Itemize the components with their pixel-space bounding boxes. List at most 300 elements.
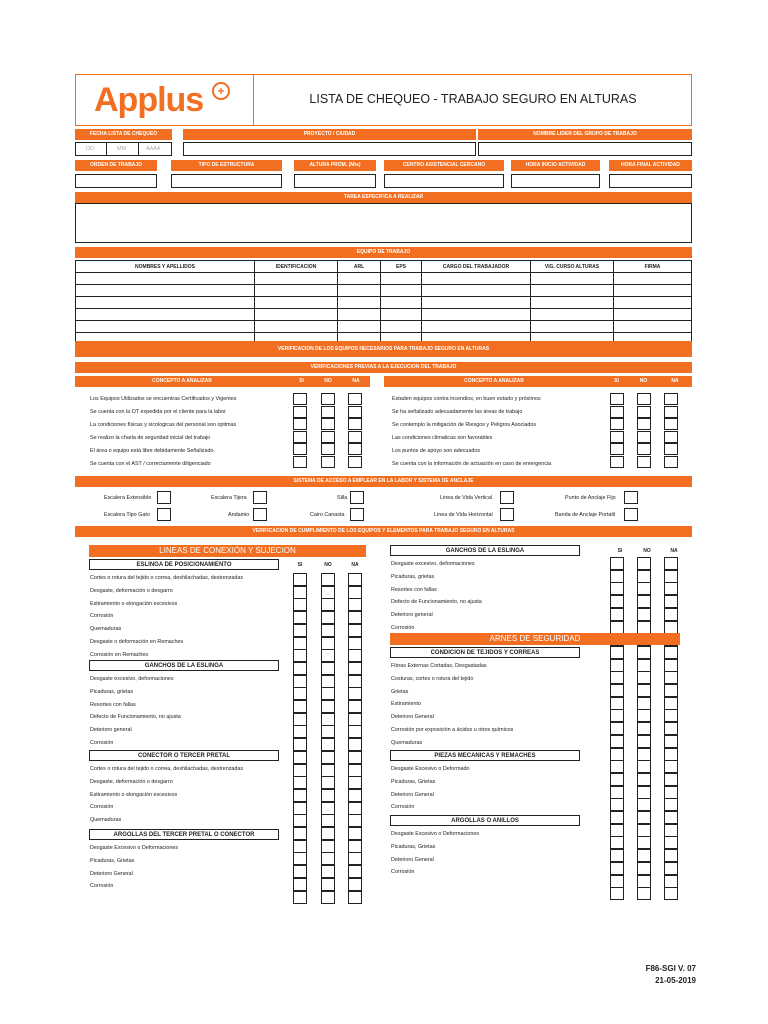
checkbox-si[interactable] — [293, 637, 307, 650]
previas-item-left: Los Equipos Utilizados se encuentras Certificados y Vigentes — [90, 396, 237, 402]
checkbox-si[interactable] — [293, 840, 307, 853]
checkbox-si[interactable] — [610, 786, 624, 799]
checkbox-si[interactable] — [293, 814, 307, 827]
checkbox-no[interactable] — [321, 878, 335, 891]
checkbox-no[interactable] — [321, 751, 335, 764]
acceso-item-label: Andamio — [228, 512, 250, 518]
crew-cell[interactable] — [422, 273, 531, 285]
check-item: Deterioro general — [90, 727, 132, 734]
checkbox-na[interactable] — [664, 621, 678, 634]
previas-item-right: Se ha señalizado adecuadamente las áreas de trabajo — [392, 409, 523, 415]
checkbox-no[interactable] — [637, 671, 651, 684]
group-title: ARGOLLAS DEL TERCER PRETAL O CONECTOR — [89, 829, 279, 840]
checkbox-si[interactable] — [293, 611, 307, 624]
checkbox-si[interactable] — [610, 659, 624, 672]
checkbox-no[interactable] — [637, 621, 651, 634]
checkbox-no[interactable] — [321, 713, 335, 726]
checkbox-si[interactable] — [293, 406, 307, 418]
checkbox-no[interactable] — [321, 789, 335, 802]
checkbox-si[interactable] — [293, 573, 307, 586]
field-hora-final[interactable] — [609, 174, 692, 188]
checkbox-no[interactable] — [321, 637, 335, 650]
crew-cell[interactable] — [531, 285, 614, 297]
checkbox-si[interactable] — [293, 878, 307, 891]
checkbox-na[interactable] — [348, 814, 362, 827]
checkbox-si[interactable] — [610, 684, 624, 697]
acceso-checkbox[interactable] — [350, 508, 364, 521]
checkbox-si[interactable] — [293, 586, 307, 599]
field-hora-inicio[interactable] — [511, 174, 600, 188]
checkbox-si[interactable] — [293, 713, 307, 726]
checkbox-na[interactable] — [348, 662, 362, 675]
checkbox-na[interactable] — [348, 649, 362, 662]
check-item: Picaduras, grietas — [90, 688, 134, 695]
checkbox-si[interactable] — [610, 811, 624, 824]
checkbox-na[interactable] — [664, 760, 678, 773]
checkbox-si[interactable] — [610, 406, 624, 418]
checkbox-na[interactable] — [348, 637, 362, 650]
checkbox-si[interactable] — [610, 862, 624, 875]
check-item: Cortes o rotura del tejido o correa, deshilachadas, destrenzadas — [90, 766, 244, 772]
checkbox-na[interactable] — [348, 713, 362, 726]
crew-cell[interactable] — [422, 297, 531, 309]
checkbox-no[interactable] — [321, 891, 335, 904]
previas-item-left: La condiciones físicas y sicologicas del personal son optimas — [90, 422, 237, 428]
crew-cell[interactable] — [338, 321, 381, 333]
check-item: Corrosión — [391, 625, 415, 631]
crew-cell[interactable] — [76, 285, 255, 297]
previas-na-left: NA — [342, 376, 370, 387]
checkbox-no[interactable] — [637, 646, 651, 659]
checkbox-si[interactable] — [610, 582, 624, 595]
checkbox-si[interactable] — [293, 738, 307, 751]
field-altura[interactable] — [294, 174, 376, 188]
checkbox-no[interactable] — [637, 608, 651, 621]
acceso-checkbox[interactable] — [624, 491, 638, 504]
acceso-checkbox[interactable] — [253, 508, 267, 521]
checkbox-no[interactable] — [637, 595, 651, 608]
group-title: ARGOLLAS O ANILLOS — [390, 815, 580, 826]
col-si: SI — [617, 548, 623, 554]
checkbox-na[interactable] — [348, 418, 362, 430]
checkbox-no[interactable] — [321, 764, 335, 777]
checkbox-no[interactable] — [637, 748, 651, 761]
checkbox-no[interactable] — [321, 738, 335, 751]
logo-plus-icon: + — [212, 82, 230, 100]
checkbox-na[interactable] — [348, 431, 362, 443]
checkbox-na[interactable] — [664, 570, 678, 583]
acceso-item-label: Banda de Anclaje Portatil — [555, 512, 616, 518]
checkbox-no[interactable] — [637, 875, 651, 888]
crew-cell[interactable] — [255, 273, 338, 285]
checkbox-na[interactable] — [348, 891, 362, 904]
crew-cell[interactable] — [614, 309, 692, 321]
checkbox-si[interactable] — [610, 748, 624, 761]
acceso-checkbox[interactable] — [624, 508, 638, 521]
crew-cell[interactable] — [531, 273, 614, 285]
check-item: Corrosión — [391, 869, 415, 876]
checkbox-na[interactable] — [348, 700, 362, 713]
check-item: Picaduras, Grietas — [391, 778, 436, 785]
checkbox-na[interactable] — [348, 852, 362, 865]
checkbox-si[interactable] — [293, 456, 307, 468]
checkbox-no[interactable] — [637, 443, 651, 455]
checkbox-no[interactable] — [637, 431, 651, 443]
label-fecha: FECHA LISTA DE CHEQUEO — [75, 129, 172, 140]
checkbox-si[interactable] — [610, 608, 624, 621]
checkbox-na[interactable] — [664, 887, 678, 900]
checkbox-no[interactable] — [321, 675, 335, 688]
checkbox-na[interactable] — [348, 456, 362, 468]
checkbox-no[interactable] — [637, 418, 651, 430]
checkbox-no[interactable] — [321, 725, 335, 738]
checkbox-si[interactable] — [610, 646, 624, 659]
checkbox-na[interactable] — [348, 776, 362, 789]
crew-cell[interactable] — [614, 285, 692, 297]
crew-row — [76, 321, 692, 333]
group-title: CONECTOR O TERCER PRETAL — [89, 750, 279, 761]
checkbox-no[interactable] — [321, 598, 335, 611]
checkbox-no[interactable] — [637, 836, 651, 849]
checkbox-na[interactable] — [348, 840, 362, 853]
checkbox-si[interactable] — [293, 700, 307, 713]
crew-cell[interactable] — [531, 321, 614, 333]
checkbox-si[interactable] — [610, 456, 624, 468]
crew-cell[interactable] — [255, 309, 338, 321]
checkbox-no[interactable] — [637, 824, 651, 837]
checkbox-no[interactable] — [637, 735, 651, 748]
field-proyecto[interactable] — [183, 142, 476, 156]
check-item: Deterioro General — [391, 714, 434, 721]
crew-cell[interactable] — [614, 273, 692, 285]
checkbox-si[interactable] — [293, 802, 307, 815]
crew-cell[interactable] — [255, 321, 338, 333]
checkbox-na[interactable] — [664, 786, 678, 799]
acceso-item-label: Escalera Extensible — [104, 495, 152, 501]
checkbox-no[interactable] — [637, 709, 651, 722]
crew-cell[interactable] — [338, 309, 381, 321]
lineas-section-title: LINEAS DE CONEXIÓN Y SUJECION — [89, 545, 366, 557]
checkbox-na[interactable] — [348, 443, 362, 455]
checkbox-na[interactable] — [664, 875, 678, 888]
check-item: Desgaste, deformación o desgarro — [90, 587, 173, 594]
checkbox-si[interactable] — [610, 798, 624, 811]
checkbox-si[interactable] — [293, 687, 307, 700]
check-item: Picaduras, Grietas — [90, 857, 135, 864]
checkbox-na[interactable] — [664, 811, 678, 824]
checkbox-si[interactable] — [610, 557, 624, 570]
checkbox-na[interactable] — [348, 586, 362, 599]
checkbox-si[interactable] — [610, 824, 624, 837]
crew-cell[interactable] — [422, 321, 531, 333]
checkbox-no[interactable] — [637, 582, 651, 595]
group-title: GANCHOS DE LA ESLINGA — [89, 660, 279, 671]
field-tarea[interactable] — [75, 203, 692, 243]
checkbox-no[interactable] — [637, 862, 651, 875]
crew-cell[interactable] — [338, 285, 381, 297]
checkbox-no[interactable] — [637, 760, 651, 773]
crew-cell[interactable] — [381, 297, 422, 309]
checkbox-si[interactable] — [610, 735, 624, 748]
check-item: Defecto de Funcionamiento, no ajusta — [90, 714, 181, 721]
crew-cell[interactable] — [338, 273, 381, 285]
checkbox-si[interactable] — [293, 751, 307, 764]
field-estructura[interactable] — [171, 174, 282, 188]
crew-cell[interactable] — [614, 321, 692, 333]
arnes-section-title: ARNES DE SEGURIDAD — [390, 633, 680, 645]
checkbox-na[interactable] — [664, 443, 678, 455]
checkbox-si[interactable] — [610, 570, 624, 583]
checkbox-na[interactable] — [348, 802, 362, 815]
checkbox-na[interactable] — [664, 406, 678, 418]
checkbox-no[interactable] — [321, 418, 335, 430]
col-si: SI — [297, 562, 303, 568]
checkbox-na[interactable] — [664, 862, 678, 875]
checkbox-na[interactable] — [348, 675, 362, 688]
checkbox-no[interactable] — [321, 406, 335, 418]
checkbox-si[interactable] — [293, 662, 307, 675]
checkbox-na[interactable] — [664, 836, 678, 849]
checkbox-na[interactable] — [664, 608, 678, 621]
checkbox-no[interactable] — [321, 865, 335, 878]
checkbox-na[interactable] — [664, 748, 678, 761]
checkbox-si[interactable] — [293, 891, 307, 904]
checkbox-no[interactable] — [321, 852, 335, 865]
col-identificacion: IDENTIFICACION — [255, 261, 338, 273]
checkbox-si[interactable] — [293, 598, 307, 611]
label-lider: NOMBRE LIDER DEL GRUPO DE TRABAJO — [478, 129, 692, 140]
checkbox-na[interactable] — [348, 725, 362, 738]
check-item: Corrosión en Remaches — [90, 651, 149, 658]
checkbox-na[interactable] — [348, 687, 362, 700]
checkbox-no[interactable] — [321, 586, 335, 599]
checkbox-no[interactable] — [321, 687, 335, 700]
field-centro[interactable] — [384, 174, 504, 188]
crew-cell[interactable] — [255, 297, 338, 309]
checkbox-no[interactable] — [321, 802, 335, 815]
checkbox-na[interactable] — [664, 582, 678, 595]
checkbox-si[interactable] — [610, 443, 624, 455]
checkbox-na[interactable] — [348, 764, 362, 777]
checkbox-na[interactable] — [348, 624, 362, 637]
checkbox-no[interactable] — [637, 659, 651, 672]
label-proyecto: PROYECTO / CIUDAD — [183, 129, 476, 140]
check-item: Resortes con fallas — [90, 701, 136, 708]
checkbox-no[interactable] — [637, 456, 651, 468]
checkbox-no[interactable] — [637, 773, 651, 786]
checkbox-na[interactable] — [348, 738, 362, 751]
previas-concepto-left: CONCEPTO A ANALIZAR — [75, 376, 289, 387]
checkbox-si[interactable] — [293, 852, 307, 865]
checkbox-na[interactable] — [348, 406, 362, 418]
checkbox-si[interactable] — [293, 649, 307, 662]
crew-row — [76, 297, 692, 309]
checkbox-na[interactable] — [664, 595, 678, 608]
checkbox-si[interactable] — [610, 760, 624, 773]
checkbox-si[interactable] — [610, 431, 624, 443]
checkbox-si[interactable] — [610, 595, 624, 608]
checkbox-na[interactable] — [664, 773, 678, 786]
checkbox-si[interactable] — [610, 697, 624, 710]
col-curso: VIG. CURSO ALTURAS — [531, 261, 614, 273]
checkbox-no[interactable] — [637, 557, 651, 570]
checkbox-no[interactable] — [321, 573, 335, 586]
checkbox-na[interactable] — [664, 646, 678, 659]
checkbox-na[interactable] — [664, 697, 678, 710]
checkbox-si[interactable] — [610, 887, 624, 900]
checkbox-no[interactable] — [637, 722, 651, 735]
acceso-checkbox[interactable] — [500, 491, 514, 504]
checkbox-na[interactable] — [664, 418, 678, 430]
checkbox-si[interactable] — [293, 764, 307, 777]
checkbox-na[interactable] — [348, 878, 362, 891]
checkbox-no[interactable] — [321, 393, 335, 405]
group-title: GANCHOS DE LA ESLINGA — [390, 545, 580, 556]
checkbox-no[interactable] — [321, 776, 335, 789]
checkbox-na[interactable] — [664, 671, 678, 684]
crew-cell[interactable] — [76, 309, 255, 321]
acceso-checkbox[interactable] — [253, 491, 267, 504]
checkbox-na[interactable] — [348, 751, 362, 764]
checkbox-na[interactable] — [664, 393, 678, 405]
crew-cell[interactable] — [422, 309, 531, 321]
checkbox-no[interactable] — [321, 456, 335, 468]
field-lider[interactable] — [478, 142, 692, 156]
checkbox-no[interactable] — [321, 662, 335, 675]
checkbox-no[interactable] — [321, 649, 335, 662]
check-item: Quemaduras — [90, 626, 122, 633]
checkbox-si[interactable] — [293, 789, 307, 802]
checkbox-si[interactable] — [610, 773, 624, 786]
field-orden[interactable] — [75, 174, 157, 188]
checkbox-si[interactable] — [293, 443, 307, 455]
checkbox-na[interactable] — [664, 684, 678, 697]
checkbox-na[interactable] — [348, 573, 362, 586]
checkbox-no[interactable] — [637, 570, 651, 583]
checkbox-no[interactable] — [321, 431, 335, 443]
checkbox-no[interactable] — [321, 443, 335, 455]
checkbox-na[interactable] — [348, 789, 362, 802]
checkbox-na[interactable] — [348, 827, 362, 840]
crew-cell[interactable] — [338, 297, 381, 309]
checkbox-si[interactable] — [610, 875, 624, 888]
checkbox-si[interactable] — [610, 418, 624, 430]
checkbox-na[interactable] — [664, 849, 678, 862]
checkbox-si[interactable] — [610, 671, 624, 684]
checkbox-si[interactable] — [610, 849, 624, 862]
previas-item-right: Se cuenta con la información de actuación en caso de emergencia — [392, 461, 552, 467]
checkbox-no[interactable] — [321, 814, 335, 827]
crew-cell[interactable] — [381, 285, 422, 297]
checkbox-na[interactable] — [664, 659, 678, 672]
check-item: Deterioro General — [391, 856, 434, 863]
checkbox-si[interactable] — [293, 776, 307, 789]
checkbox-na[interactable] — [664, 798, 678, 811]
check-item: Picaduras, grietas — [391, 573, 435, 580]
crew-cell[interactable] — [76, 273, 255, 285]
checkbox-na[interactable] — [664, 557, 678, 570]
checkbox-na[interactable] — [664, 431, 678, 443]
checkbox-si[interactable] — [293, 675, 307, 688]
label-estructura: TIPO DE ESTRUCTURA — [171, 160, 282, 171]
checkbox-na[interactable] — [348, 865, 362, 878]
checkbox-si[interactable] — [293, 624, 307, 637]
checkbox-no[interactable] — [637, 684, 651, 697]
checkbox-si[interactable] — [293, 431, 307, 443]
checkbox-na[interactable] — [348, 611, 362, 624]
crew-cell[interactable] — [381, 273, 422, 285]
checkbox-no[interactable] — [637, 406, 651, 418]
acceso-checkbox[interactable] — [350, 491, 364, 504]
check-item: Deterioro General — [90, 870, 133, 877]
checkbox-na[interactable] — [664, 722, 678, 735]
col-na: NA — [351, 562, 359, 568]
acceso-checkbox[interactable] — [500, 508, 514, 521]
checkbox-no[interactable] — [637, 887, 651, 900]
checkbox-si[interactable] — [610, 722, 624, 735]
acceso-checkbox[interactable] — [157, 491, 171, 504]
check-item: Fibras Externas Cortadas, Desgastadas — [391, 663, 487, 669]
checkbox-na[interactable] — [348, 598, 362, 611]
checkbox-si[interactable] — [293, 393, 307, 405]
crew-cell[interactable] — [381, 321, 422, 333]
crew-cell[interactable] — [76, 297, 255, 309]
acceso-checkbox[interactable] — [157, 508, 171, 521]
checkbox-na[interactable] — [664, 709, 678, 722]
checkbox-si[interactable] — [610, 709, 624, 722]
acceso-item-label: Linea de Vida Horizontal — [434, 512, 493, 518]
checkbox-si[interactable] — [610, 836, 624, 849]
checkbox-no[interactable] — [637, 393, 651, 405]
checkbox-no[interactable] — [321, 624, 335, 637]
checkbox-no[interactable] — [637, 697, 651, 710]
check-item: Defecto de Funcionamiento, no ajusta — [391, 599, 482, 606]
checkbox-no[interactable] — [321, 840, 335, 853]
checkbox-si[interactable] — [293, 865, 307, 878]
previas-item-left: Se cuenta con el AST / correctamente diligenciado — [90, 461, 211, 467]
crew-cell[interactable] — [381, 309, 422, 321]
crew-cell[interactable] — [255, 285, 338, 297]
checkbox-no[interactable] — [637, 811, 651, 824]
checkbox-na[interactable] — [664, 824, 678, 837]
checkbox-na[interactable] — [664, 456, 678, 468]
crew-cell[interactable] — [76, 321, 255, 333]
placeholder-mm: MM — [117, 146, 126, 152]
checkbox-no[interactable] — [637, 849, 651, 862]
crew-cell[interactable] — [422, 285, 531, 297]
checkbox-no[interactable] — [321, 611, 335, 624]
checkbox-na[interactable] — [348, 393, 362, 405]
checkbox-no[interactable] — [321, 827, 335, 840]
label-hora-final: HORA FINAL ACTIVIDAD — [609, 160, 692, 171]
checkbox-no[interactable] — [637, 786, 651, 799]
checkbox-si[interactable] — [293, 418, 307, 430]
checkbox-si[interactable] — [293, 725, 307, 738]
crew-cell[interactable] — [531, 309, 614, 321]
check-item: Estiramiento o elongación excesivos — [90, 791, 178, 798]
checkbox-na[interactable] — [664, 735, 678, 748]
crew-cell[interactable] — [614, 297, 692, 309]
col-nombres: NOMBRES Y APELLIDOS — [76, 261, 255, 273]
check-item: Desgaste, deformación o desgarro — [90, 778, 173, 785]
checkbox-no[interactable] — [637, 798, 651, 811]
checkbox-no[interactable] — [321, 700, 335, 713]
checkbox-si[interactable] — [293, 827, 307, 840]
previas-no-left: NO — [314, 376, 342, 387]
crew-cell[interactable] — [531, 297, 614, 309]
checkbox-si[interactable] — [610, 621, 624, 634]
checkbox-si[interactable] — [610, 393, 624, 405]
